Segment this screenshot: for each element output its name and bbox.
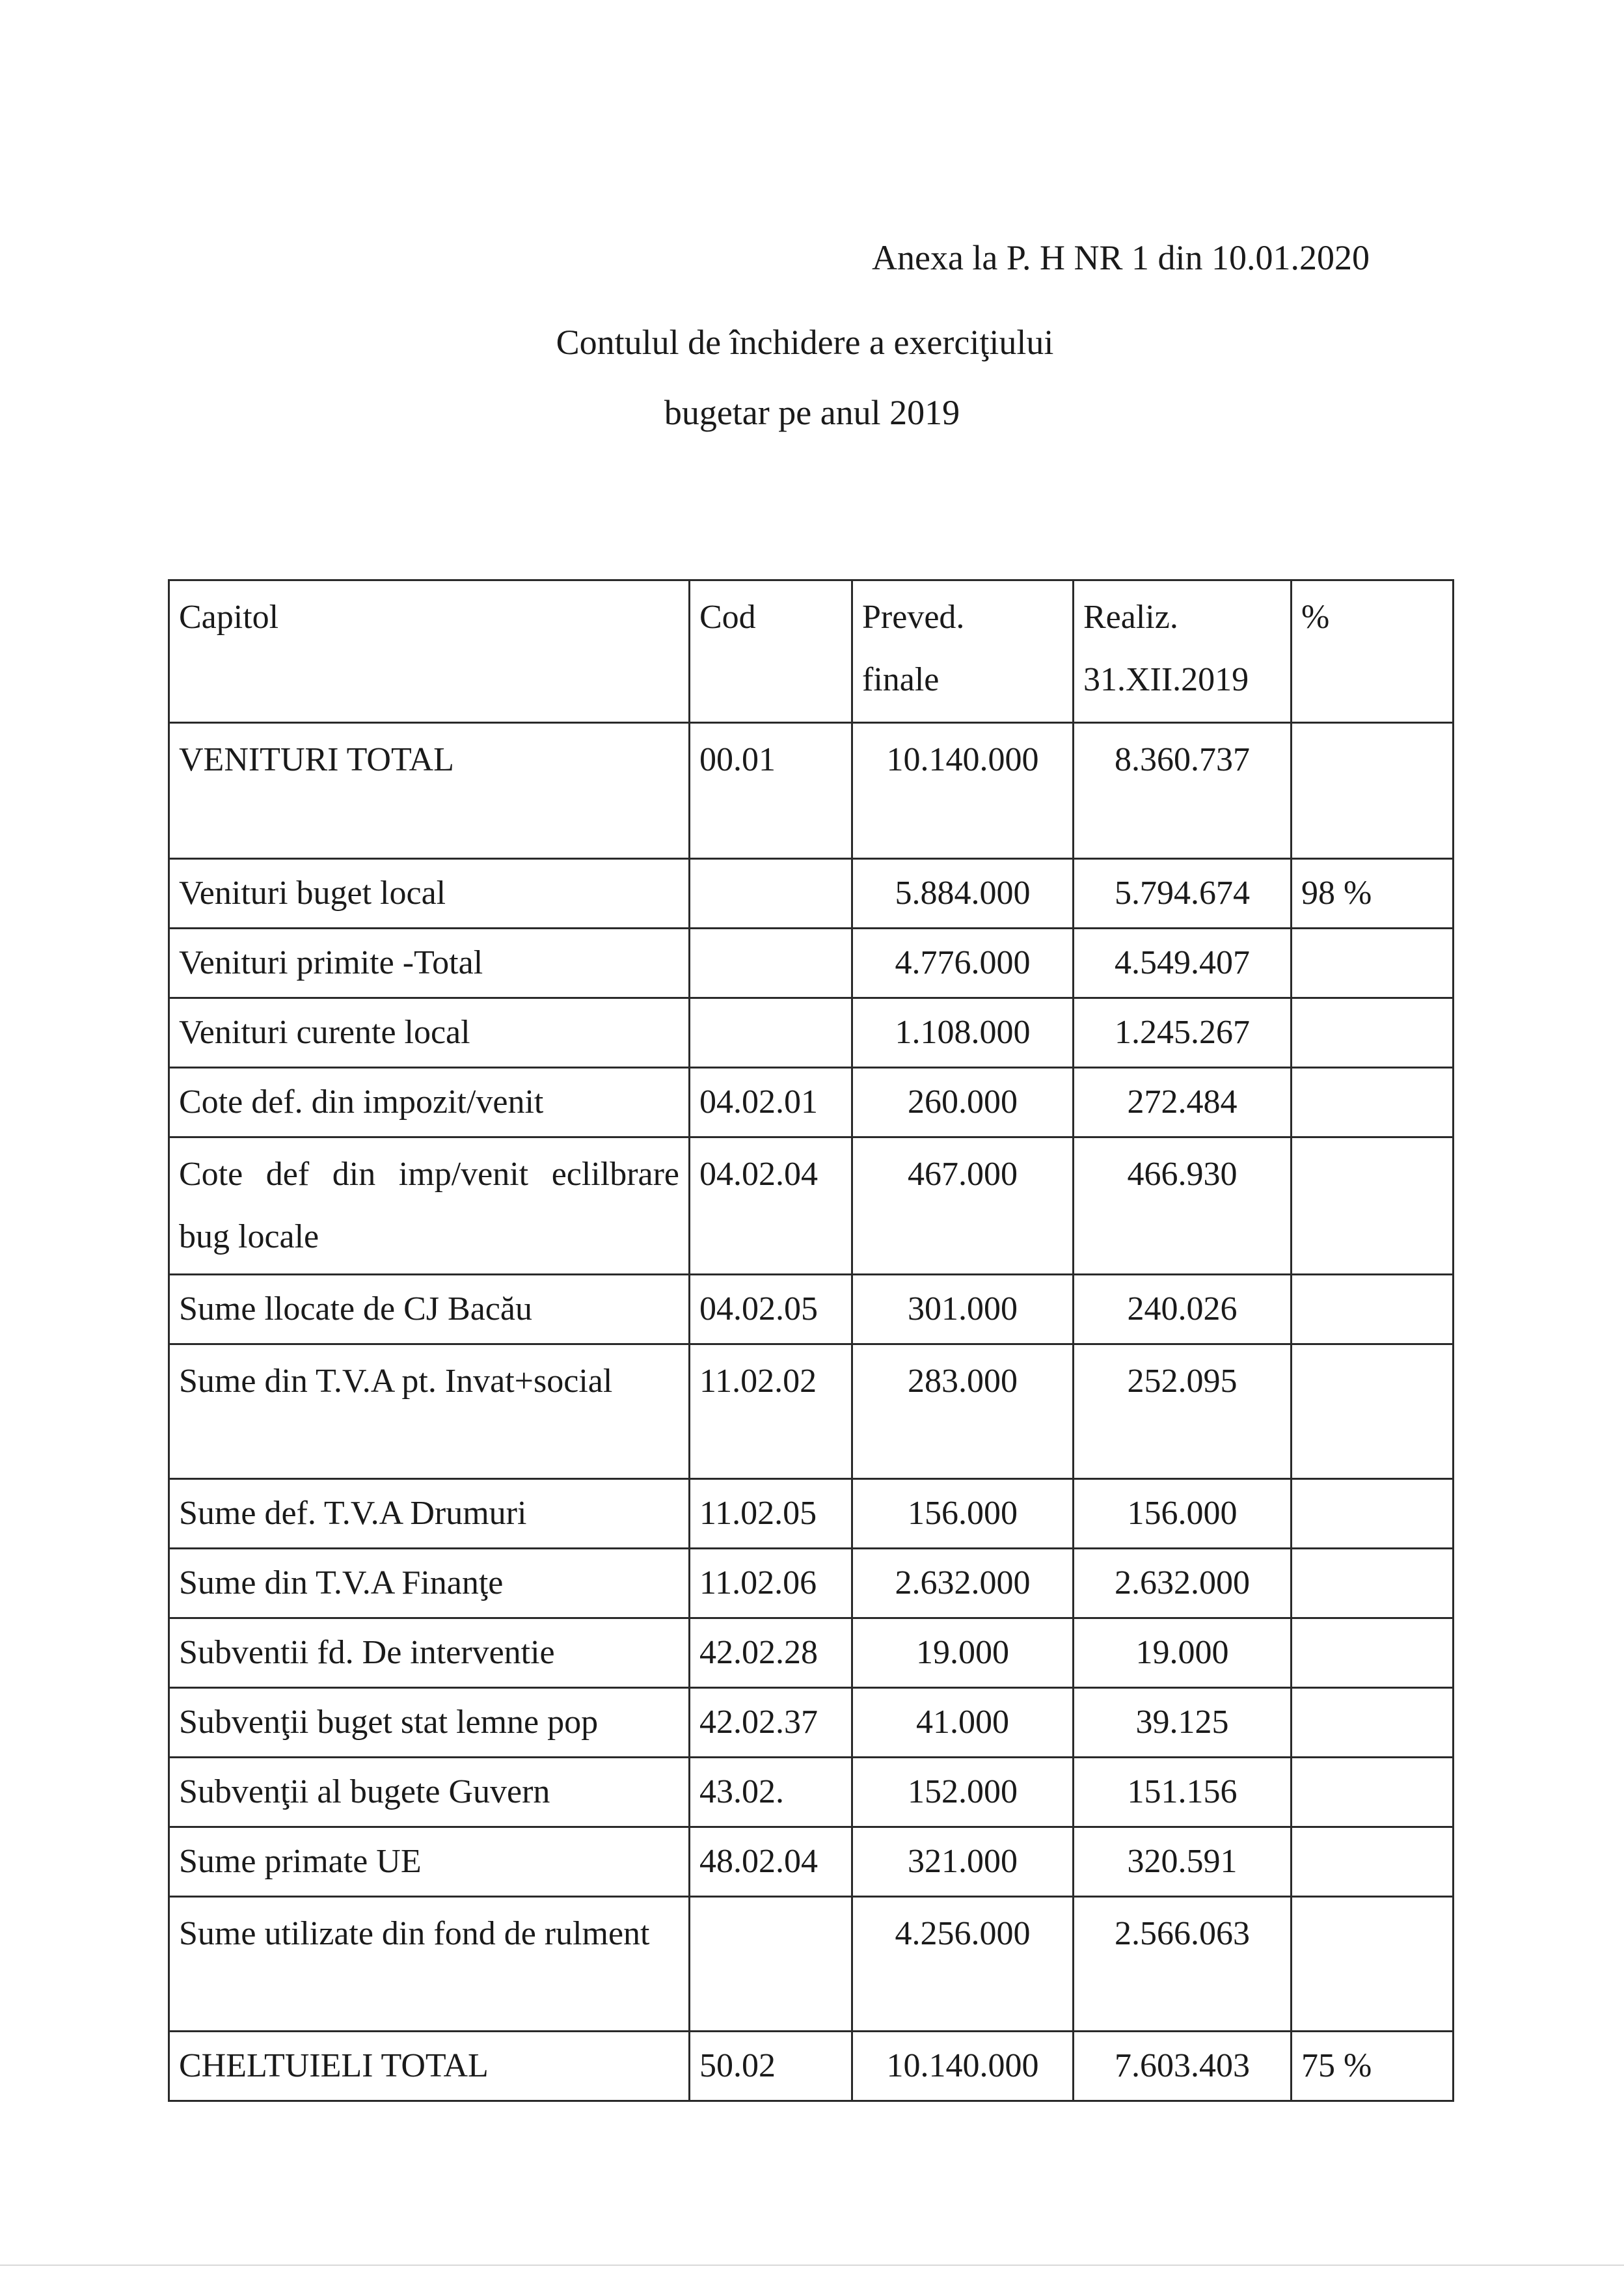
cell-realiz: 466.930 bbox=[1074, 1137, 1292, 1275]
header-preved bbox=[852, 580, 1074, 723]
cell-cod: 11.02.02 bbox=[690, 1344, 852, 1479]
table-row bbox=[169, 1827, 1454, 1897]
cell-realiz: 19.000 bbox=[1074, 1618, 1292, 1688]
cell-preved: 321.000 bbox=[852, 1827, 1074, 1897]
header-realiz-line1: Realiz. bbox=[1083, 599, 1178, 636]
cell-preved: 467.000 bbox=[852, 1137, 1074, 1275]
header-pct: % bbox=[1292, 580, 1454, 723]
cell-preved: 260.000 bbox=[852, 1068, 1074, 1137]
cell-preved: 156.000 bbox=[852, 1479, 1074, 1549]
cell-capitol: Sume primate UE bbox=[169, 1827, 690, 1897]
cell-preved: 10.140.000 bbox=[852, 723, 1074, 859]
cell-cod: 48.02.04 bbox=[690, 1827, 852, 1897]
cell-cod bbox=[690, 859, 852, 929]
header-cod: Cod bbox=[690, 580, 852, 723]
cell-pct bbox=[1292, 1275, 1454, 1344]
header-realiz bbox=[1074, 580, 1292, 723]
annex-reference: Anexa la P. H NR 1 din 10.01.2020 bbox=[872, 238, 1370, 277]
cell-cod: 04.02.05 bbox=[690, 1275, 852, 1344]
table-row bbox=[169, 1479, 1454, 1549]
cell-preved: 10.140.000 bbox=[852, 2032, 1074, 2101]
cell-pct bbox=[1292, 1688, 1454, 1758]
table-row bbox=[169, 1618, 1454, 1688]
cell-pct bbox=[1292, 998, 1454, 1068]
table-row bbox=[169, 1344, 1454, 1479]
cell-realiz: 240.026 bbox=[1074, 1275, 1292, 1344]
cell-capitol: Sume llocate de CJ Bacău bbox=[169, 1275, 690, 1344]
cell-realiz: 2.632.000 bbox=[1074, 1549, 1292, 1618]
cell-realiz: 8.360.737 bbox=[1074, 723, 1292, 859]
cell-preved: 152.000 bbox=[852, 1758, 1074, 1827]
cell-realiz: 252.095 bbox=[1074, 1344, 1292, 1479]
cell-pct: 75 % bbox=[1292, 2032, 1454, 2101]
cell-preved: 1.108.000 bbox=[852, 998, 1074, 1068]
cell-realiz: 4.549.407 bbox=[1074, 929, 1292, 998]
cell-capitol: Cote def din imp/venit eclilbrare bug locale bbox=[169, 1137, 690, 1275]
table-row bbox=[169, 1549, 1454, 1618]
cell-capitol: Venituri buget local bbox=[169, 859, 690, 929]
cell-pct bbox=[1292, 1137, 1454, 1275]
cell-pct bbox=[1292, 1758, 1454, 1827]
header-realiz-line2: 31.XII.2019 bbox=[1083, 661, 1249, 698]
cell-capitol: Sume def. T.V.A Drumuri bbox=[169, 1479, 690, 1549]
cell-cod bbox=[690, 1897, 852, 2032]
cell-cod: 00.01 bbox=[690, 723, 852, 859]
cell-pct bbox=[1292, 723, 1454, 859]
cell-pct bbox=[1292, 1068, 1454, 1137]
table-row bbox=[169, 1897, 1454, 2032]
cell-capitol: Venituri curente local bbox=[169, 998, 690, 1068]
cell-realiz: 5.794.674 bbox=[1074, 859, 1292, 929]
cell-realiz: 39.125 bbox=[1074, 1688, 1292, 1758]
scan-edge-line bbox=[0, 2265, 1624, 2266]
cell-capitol: Venituri primite -Total bbox=[169, 929, 690, 998]
table-row bbox=[169, 859, 1454, 929]
header-preved-line2: finale bbox=[862, 661, 940, 698]
cell-realiz: 272.484 bbox=[1074, 1068, 1292, 1137]
cell-pct bbox=[1292, 1344, 1454, 1479]
cell-realiz: 7.603.403 bbox=[1074, 2032, 1292, 2101]
cell-preved: 283.000 bbox=[852, 1344, 1074, 1479]
cell-cod bbox=[690, 998, 852, 1068]
cell-realiz: 1.245.267 bbox=[1074, 998, 1292, 1068]
cell-capitol: Sume din T.V.A Finanţe bbox=[169, 1549, 690, 1618]
cell-preved: 301.000 bbox=[852, 1275, 1074, 1344]
table-row bbox=[169, 1068, 1454, 1137]
cell-preved: 19.000 bbox=[852, 1618, 1074, 1688]
cell-pct bbox=[1292, 1549, 1454, 1618]
cell-cod: 42.02.37 bbox=[690, 1688, 852, 1758]
cell-cod: 11.02.06 bbox=[690, 1549, 852, 1618]
cell-cod: 42.02.28 bbox=[690, 1618, 852, 1688]
document-title-line-1: Contulul de închidere a exerciţiului bbox=[556, 323, 1054, 362]
table-row bbox=[169, 998, 1454, 1068]
cell-cod bbox=[690, 929, 852, 998]
table-header-row bbox=[169, 580, 1454, 723]
cell-cod: 43.02. bbox=[690, 1758, 852, 1827]
header-preved-line1: Preved. bbox=[862, 599, 965, 636]
cell-cod: 50.02 bbox=[690, 2032, 852, 2101]
cell-pct bbox=[1292, 929, 1454, 998]
table-row bbox=[169, 1758, 1454, 1827]
cell-preved: 2.632.000 bbox=[852, 1549, 1074, 1618]
cell-cod: 04.02.04 bbox=[690, 1137, 852, 1275]
cell-preved: 41.000 bbox=[852, 1688, 1074, 1758]
table-row bbox=[169, 929, 1454, 998]
table-row bbox=[169, 1275, 1454, 1344]
cell-pct bbox=[1292, 1479, 1454, 1549]
cell-capitol: Sume utilizate din fond de rulment bbox=[169, 1897, 690, 2032]
cell-capitol: Sume din T.V.A pt. Invat+social bbox=[169, 1344, 690, 1479]
cell-preved: 4.256.000 bbox=[852, 1897, 1074, 2032]
table-row bbox=[169, 2032, 1454, 2101]
cell-realiz: 320.591 bbox=[1074, 1827, 1292, 1897]
cell-pct bbox=[1292, 1618, 1454, 1688]
cell-pct bbox=[1292, 1897, 1454, 2032]
cell-realiz: 156.000 bbox=[1074, 1479, 1292, 1549]
cell-pct: 98 % bbox=[1292, 859, 1454, 929]
cell-capitol: VENITURI TOTAL bbox=[169, 723, 690, 859]
cell-cod: 11.02.05 bbox=[690, 1479, 852, 1549]
cell-capitol: Subvenţii al bugete Guvern bbox=[169, 1758, 690, 1827]
cell-cod: 04.02.01 bbox=[690, 1068, 852, 1137]
table-row bbox=[169, 723, 1454, 859]
cell-realiz: 151.156 bbox=[1074, 1758, 1292, 1827]
cell-capitol: Cote def. din impozit/venit bbox=[169, 1068, 690, 1137]
cell-preved: 5.884.000 bbox=[852, 859, 1074, 929]
cell-capitol: Subventii fd. De interventie bbox=[169, 1618, 690, 1688]
table-row bbox=[169, 1137, 1454, 1275]
document-title-line-2: bugetar pe anul 2019 bbox=[664, 393, 960, 432]
table-row bbox=[169, 1688, 1454, 1758]
cell-realiz: 2.566.063 bbox=[1074, 1897, 1292, 2032]
cell-pct bbox=[1292, 1827, 1454, 1897]
budget-table bbox=[168, 579, 1454, 2102]
cell-capitol: Subvenţii buget stat lemne pop bbox=[169, 1688, 690, 1758]
cell-preved: 4.776.000 bbox=[852, 929, 1074, 998]
cell-capitol: CHELTUIELI TOTAL bbox=[169, 2032, 690, 2101]
header-capitol: Capitol bbox=[169, 580, 690, 723]
